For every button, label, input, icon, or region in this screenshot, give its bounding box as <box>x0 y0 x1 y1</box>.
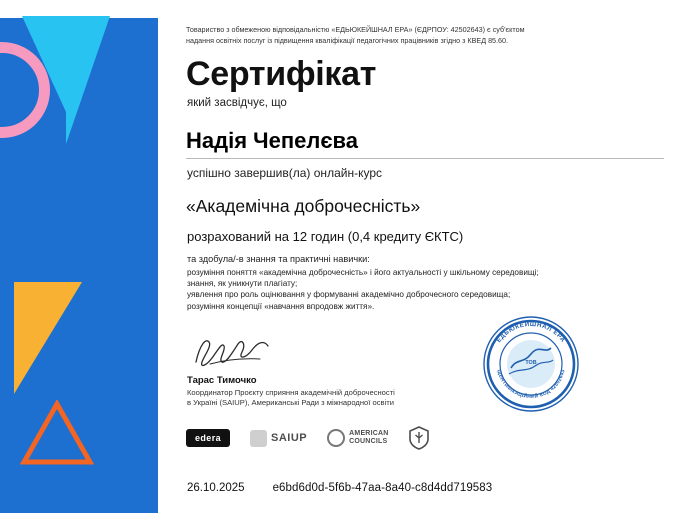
american-councils-mark-icon <box>327 429 345 447</box>
certificate-content <box>186 0 684 521</box>
certificate-footer <box>187 482 492 494</box>
skills-list <box>187 267 587 312</box>
american-councils-label <box>349 430 388 446</box>
course-hours: розрахований на 12 годин (0,4 кредиту ЄКТС) <box>187 229 464 244</box>
edera-logo: edera <box>186 429 230 447</box>
skill-item: уявлення про роль оцінювання у формуванні академічно доброчесного середовища; <box>187 290 511 300</box>
orange-triangle-outline-shape <box>20 400 94 466</box>
yellow-triangle-shape <box>14 282 82 394</box>
recipient-name: Надія Чепелєва <box>186 128 358 153</box>
skill-item: розуміння поняття «академічна доброчесність» і його актуальності у шкільному середовищі; <box>187 268 539 277</box>
skills-intro: та здобула/-в знання та практичні навички: <box>187 254 370 264</box>
signer-role-line-2: в Україні (SAIUP), Американські Ради з міжнародної освіти <box>187 398 394 407</box>
american-councils-logo <box>327 429 388 447</box>
completion-statement: успішно завершив(ла) онлайн-курс <box>187 166 382 180</box>
saiup-mark-icon <box>250 430 267 447</box>
panel-bottom-spacer <box>0 513 158 521</box>
seal-top-text: ЕДЬЮКЕЙШНАЛ ЕРА <box>495 320 567 344</box>
certificate-subtitle: який засвідчує, що <box>187 97 287 109</box>
course-name: «Академічна доброчесність» <box>186 196 421 216</box>
legal-notice-line-2: надання освітніх послуг із підвищення кваліфікації педагогічних працівників згідно з КВЕД 85.60. <box>186 36 509 45</box>
american-councils-label-line-2: COUNCILS <box>349 438 388 445</box>
american-councils-label-line-1: AMERICAN <box>349 430 389 437</box>
signer-role-line-1: Координатор Проєкту сприяння академічній доброчесності <box>187 388 395 397</box>
signature-image <box>190 332 274 372</box>
saiup-logo-label: SAIUP <box>271 432 308 444</box>
skill-item: розуміння концепції «навчання впродовж життя». <box>187 301 375 311</box>
legal-notice <box>186 24 656 46</box>
issue-date: 26.10.2025 <box>187 482 245 494</box>
seal-bottom-text: ІДЕНТИФІКАЦІЙНИЙ КОД 42502643 <box>495 369 567 401</box>
saiup-logo <box>250 430 307 447</box>
legal-notice-line-1: Товариство з обмеженою відповідальністю «ЕДЬЮКЕЙШНАЛ ЕРА» (ЄДРПОУ: 42502643) є суб'єктом <box>186 25 525 34</box>
skill-item: знання, як уникнути плагіату; <box>187 279 298 289</box>
government-emblem-icon <box>408 426 430 450</box>
signer-name: Тарас Тимочко <box>187 375 257 386</box>
partner-logos <box>186 426 430 450</box>
certificate-id: e6bd6d0d-5f6b-47aa-8a40-c8d4dd719583 <box>272 482 493 494</box>
divider <box>186 158 664 159</box>
decorative-side-panel <box>0 0 158 521</box>
official-seal-stamp <box>481 314 581 414</box>
seal-center-text: ТОВ <box>525 360 537 366</box>
cyan-triangle-right-shape <box>66 16 110 144</box>
signer-role <box>187 388 487 408</box>
page-title: Сертифікат <box>186 55 377 93</box>
